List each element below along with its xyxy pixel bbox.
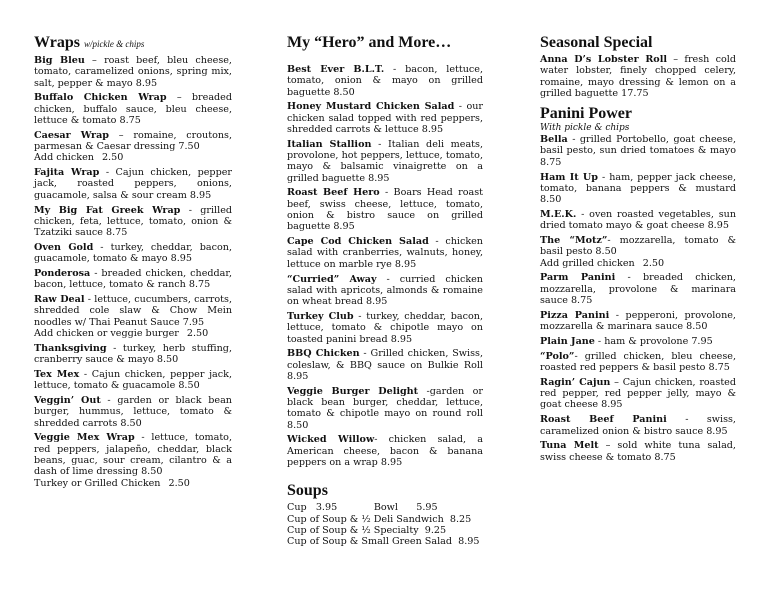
item-name: Ponderosa — [34, 268, 91, 280]
addon-label: Add chicken — [34, 152, 94, 164]
item-price: 8.95 — [135, 77, 158, 89]
menu-item — [34, 369, 232, 392]
item-name: The “Motz” — [540, 235, 608, 247]
item-price: 8.95 — [380, 457, 403, 468]
item-description: - turkey, cheddar, bacon, guacamole, tomato & mayo — [34, 241, 233, 265]
item-price: 7.95 — [182, 316, 205, 328]
soup-row: Cup of Soup & ½ Specialty 9.25 — [287, 524, 447, 536]
wraps-column — [34, 34, 232, 492]
item-name: Tex Mex — [34, 368, 80, 380]
item-price: 8.50 — [540, 194, 562, 206]
item-description: – romaine, croutons, parmesan & Caesar dressing — [34, 129, 233, 153]
menu-item — [540, 414, 736, 437]
item-price: 8.50 — [156, 354, 179, 366]
menu-item — [287, 236, 483, 270]
addon-price: 2.50 — [101, 152, 124, 164]
item-price: 8.50 — [686, 321, 708, 333]
item-price: 8.75 — [540, 156, 562, 168]
addon-price: 2.50 — [642, 257, 665, 269]
menu-item — [287, 311, 483, 345]
item-description: - oven roasted vegetables, sun dried tomato mayo & goat cheese — [540, 208, 736, 232]
item-name: My Big Fat Greek Wrap — [34, 204, 181, 216]
panini-column — [540, 34, 736, 466]
menu-item — [540, 172, 736, 206]
item-price: 8.95 — [333, 221, 355, 233]
item-description: - Cajun chicken, pepper jack, lettuce, tomato & guacamole — [34, 368, 233, 392]
item-description: - Italian deli meats, provolone, hot peppers, lettuce, tomato, mayo & balsamic vinaigrette on a grilled baguette — [287, 138, 483, 184]
item-name: Italian Stallion — [287, 138, 372, 150]
item-name: Parm Panini — [540, 272, 616, 284]
item-description: - swiss, caramelized onion & bistro sauce — [540, 414, 736, 437]
item-description: – roast beef, bleu cheese, tomato, caramelized onions, spring mix, salt, pepper & mayo — [34, 55, 232, 89]
item-name: Wicked Willow — [287, 434, 375, 446]
menu-item — [540, 209, 736, 232]
item-name: Veggie Mex Wrap — [34, 432, 135, 444]
menu-item — [34, 395, 232, 429]
item-name: Cape Cod Chicken Salad — [287, 236, 429, 248]
item-price: 8.95 — [421, 123, 444, 135]
panini-list — [540, 134, 736, 463]
addon-label: Add chicken or veggie burger — [34, 328, 179, 340]
item-price: 8.75 — [570, 295, 593, 307]
item-name: Raw Deal — [34, 294, 85, 306]
item-name: Plain Jane — [540, 335, 595, 347]
item-name: Best Ever B.L.T. — [287, 64, 385, 75]
hero-title: My “Hero” and More… — [287, 34, 452, 51]
item-description: - breaded chicken, cheddar, bacon, lettuce, tomato & ranch — [34, 268, 232, 291]
item-price: 8.95 — [706, 425, 728, 437]
item-description: - chicken salad with cranberries, walnuts, honey, lettuce on marble rye — [287, 236, 483, 270]
item-name: M.E.K. — [540, 208, 577, 220]
item-price: 8.50 — [595, 246, 617, 258]
item-description: - mozzarella, tomato & basil pesto — [540, 235, 736, 258]
item-description: - pepperoni, provolone, mozzarella & marinara sauce — [540, 309, 736, 333]
item-name: Anna D’s Lobster Roll — [540, 54, 667, 65]
menu-item — [34, 55, 232, 89]
item-price: 8.95 — [601, 399, 623, 411]
item-price: 7.50 — [178, 141, 200, 153]
hero-list — [287, 64, 483, 468]
item-description: -garden or black bean burger, cheddar, lettuce, tomato & chipotle mayo on round roll — [287, 385, 483, 420]
item-price: 8.75 — [119, 114, 141, 126]
menu-item — [540, 377, 736, 411]
item-price: 8.50 — [287, 419, 309, 431]
item-description: - our chicken salad topped with red peppers, shredded carrots & lettuce — [287, 101, 483, 135]
item-price: 7.95 — [691, 335, 713, 347]
menu-item — [34, 242, 232, 265]
item-description: - turkey, cheddar, bacon, lettuce, tomato & chipotle mayo on toasted panini bread — [287, 310, 483, 345]
item-description: - grilled chicken, bleu cheese, roasted red peppers & basil pesto — [540, 350, 736, 374]
item-name: Oven Gold — [34, 241, 94, 253]
item-price: 8.75 — [654, 451, 676, 463]
item-description: – breaded chicken, buffalo sauce, bleu cheese, lettuce & tomato — [34, 92, 232, 126]
item-description: - turkey, herb stuffing, cranberry sauce & mayo — [34, 342, 232, 366]
wraps-title: Wraps — [34, 34, 80, 51]
menu-item — [287, 139, 483, 184]
item-name: “Polo” — [540, 350, 575, 362]
wraps-list — [34, 55, 232, 489]
item-name: Big Bleu — [34, 55, 85, 66]
item-addon — [34, 478, 232, 489]
item-price: 8.95 — [189, 189, 212, 201]
soups-list — [287, 502, 483, 547]
item-description: - garden or black bean burger, hummus, lettuce, tomato & shredded carrots — [34, 395, 232, 429]
item-name: Roast Beef Panini — [540, 414, 667, 426]
soup-row: Cup of Soup & ½ Deli Sandwich 8.25 — [287, 513, 472, 525]
menu-item — [34, 92, 232, 126]
menu-item — [287, 187, 483, 232]
item-description: - ham, pepper jack cheese, tomato, banana peppers & mustard — [540, 171, 736, 194]
menu-item — [34, 205, 232, 239]
item-name: Buffalo Chicken Wrap — [34, 92, 167, 104]
menu-item — [540, 54, 736, 99]
item-name: Caesar Wrap — [34, 129, 110, 141]
menu-item — [287, 386, 483, 431]
menu-item — [287, 348, 483, 382]
hero-column — [287, 34, 483, 547]
menu-item — [540, 440, 736, 463]
item-addon — [34, 152, 232, 163]
menu-item — [540, 310, 736, 333]
item-price: 8.95 — [366, 296, 388, 308]
item-name: Bella — [540, 134, 568, 146]
item-description: - Boars Head roast beef, swiss cheese, lettuce, tomato, onion & bistro sauce on grilled baguette — [287, 187, 483, 233]
item-price: 8.75 — [106, 227, 128, 239]
item-price: 8.50 — [141, 466, 163, 478]
item-description: - Cajun chicken, pepper jack, roasted peppers, onions, guacamole, salsa & sour cream — [34, 167, 232, 201]
item-description: – sold white tuna salad, swiss cheese & tomato — [540, 440, 736, 463]
item-name: Veggie Burger Delight — [287, 385, 419, 397]
item-price: 8.95 — [707, 220, 729, 232]
menu-item — [34, 432, 232, 488]
item-name: “Curried” Away — [287, 273, 377, 285]
item-price: 8.50 — [178, 380, 200, 392]
panini-note: With pickle & chips — [540, 123, 630, 134]
addon-price: 2.50 — [186, 328, 209, 340]
item-price: 8.50 — [333, 86, 355, 98]
menu-item — [34, 167, 232, 201]
item-name: Turkey Club — [287, 310, 354, 322]
menu-item — [34, 294, 232, 339]
item-description: – Cajun chicken, roasted red pepper, red pepper jelly, mayo & goat cheese — [540, 376, 736, 411]
item-name: Tuna Melt — [540, 440, 599, 452]
item-price: 8.95 — [394, 258, 417, 270]
item-price: 8.95 — [287, 370, 309, 382]
wraps-subtitle: w/pickle & chips — [83, 39, 145, 49]
addon-price: 2.50 — [168, 477, 190, 489]
menu-item — [540, 272, 736, 306]
item-price: 8.95 — [170, 253, 193, 265]
item-name: Thanksgiving — [34, 342, 107, 354]
menu-item — [287, 434, 483, 468]
menu-item — [287, 274, 483, 308]
item-name: Pizza Panini — [540, 309, 610, 321]
soup-row: Cup of Soup & Small Green Salad 8.95 — [287, 536, 480, 548]
item-description: - lettuce, tomato, red peppers, jalapeño, cheddar, black beans, guac, sour cream, cilantro & a dash of lime dressing — [34, 432, 232, 478]
menu-item — [540, 235, 736, 269]
item-description: - grilled chicken, feta, lettuce, tomato, onion & Tzatziki sauce — [34, 204, 233, 239]
menu-item — [540, 134, 736, 168]
item-addon — [540, 258, 736, 269]
item-name: Roast Beef Hero — [287, 187, 380, 199]
item-name: Ragin’ Cajun — [540, 376, 611, 388]
soup-row: Cup 3.95 Bowl 5.95 — [287, 502, 438, 514]
item-description: – fresh cold water lobster, finely chopped celery, romaine, mayo dressing & lemon on a grilled baguette — [540, 54, 736, 99]
addon-label: Turkey or Grilled Chicken — [34, 477, 161, 489]
item-description: - curried chicken salad with apricots, almonds & romaine on wheat bread — [287, 273, 483, 308]
wraps-heading — [34, 34, 232, 53]
item-price: 8.50 — [120, 417, 142, 429]
menu-item — [34, 268, 232, 291]
item-description: - bacon, lettuce, tomato, onion & mayo on grilled baguette — [287, 64, 483, 98]
panini-title: Panini Power — [540, 105, 632, 123]
addon-label: Add grilled chicken — [540, 257, 635, 269]
item-name: Ham It Up — [540, 171, 598, 183]
menu-item — [540, 336, 736, 347]
item-description: - grilled Portobello, goat cheese, basil pesto, sun dried tomatoes & mayo — [540, 134, 736, 157]
item-price: 8.95 — [390, 333, 413, 345]
item-name: BBQ Chicken — [287, 348, 360, 360]
seasonal-list — [540, 54, 736, 99]
item-name: Honey Mustard Chicken Salad — [287, 101, 455, 113]
menu-item — [287, 101, 483, 135]
item-description: - ham & provolone — [594, 335, 689, 347]
menu-item — [34, 130, 232, 164]
item-addon — [34, 328, 232, 339]
menu-item — [287, 64, 483, 98]
menu-item — [34, 343, 232, 366]
item-name: Veggin’ Out — [34, 395, 101, 407]
item-description: - lettuce, cucumbers, carrots, shredded cole slaw & Chow Mein noodles w/ Thai Peanut Sauce — [34, 294, 233, 328]
item-price: 8.75 — [188, 279, 211, 291]
soups-title: Soups — [287, 482, 328, 500]
item-description: - Grilled chicken, Swiss, coleslaw, & BBQ sauce on Bulkie Roll — [287, 348, 483, 371]
seasonal-title: Seasonal Special — [540, 34, 653, 51]
item-price: 8.75 — [708, 362, 730, 374]
item-name: Fajita Wrap — [34, 167, 100, 179]
item-price: 8.95 — [368, 172, 390, 184]
item-description: - breaded chicken, mozzarella, provolone & marinara sauce — [540, 272, 736, 307]
item-price: 17.75 — [621, 87, 649, 99]
menu-item — [540, 351, 736, 374]
item-description: - chicken salad, a American cheese, bacon & banana peppers on a wrap — [287, 434, 483, 468]
